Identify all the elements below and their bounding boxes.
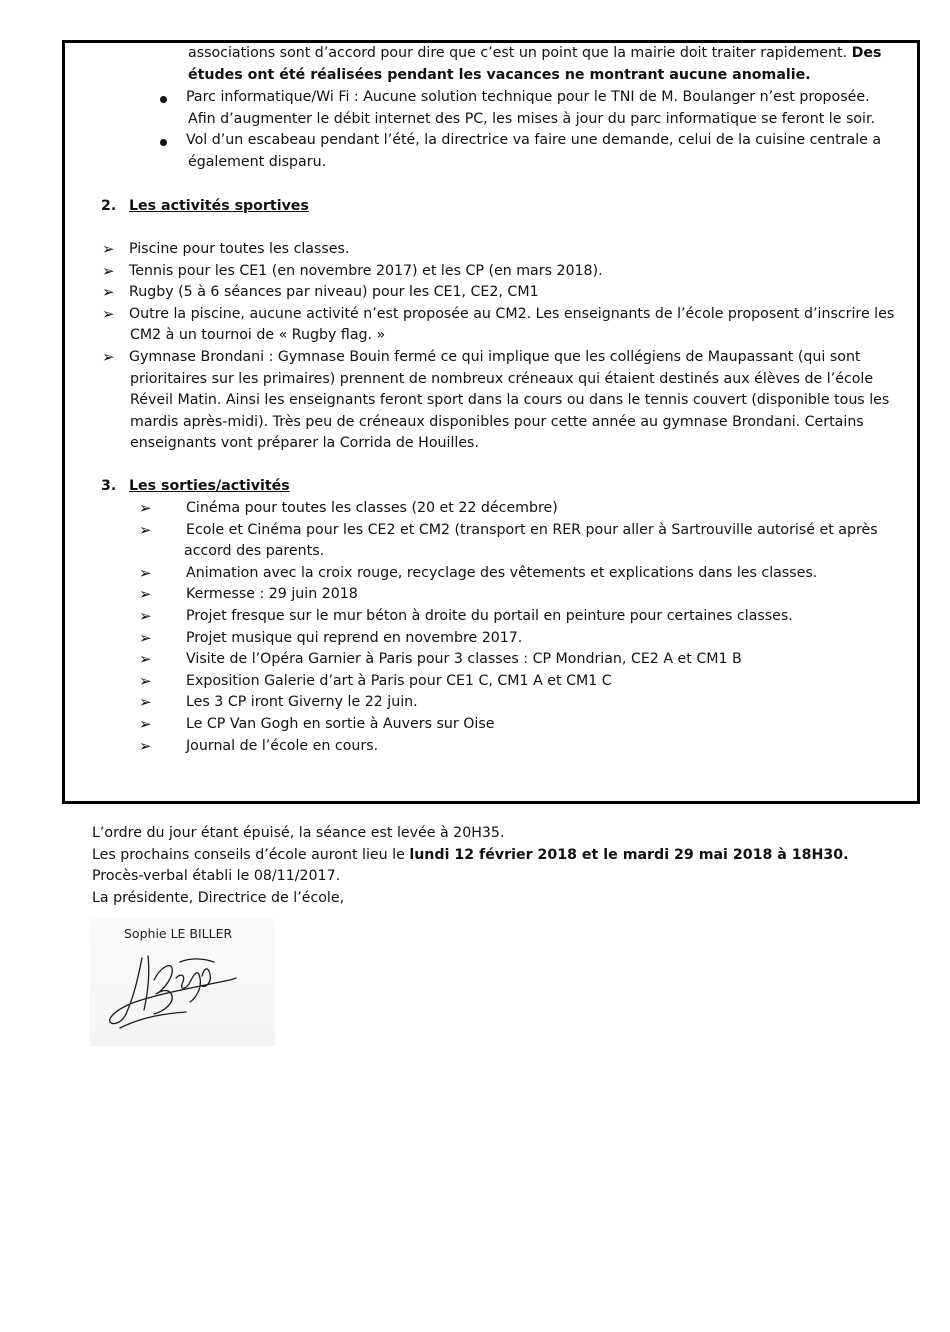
section-2-title: Les activités sportives [129,198,309,214]
dot-bullet-2-line-1: Vol d’un escabeau pendant l’été, la directrice va faire une demande, celui de la cuisine centrale a [186,132,882,148]
arrow-bullet-icon: ➢ [139,715,152,733]
arrow-bullet-icon: ➢ [102,261,115,280]
arrow-bullet-icon: ➢ [139,607,152,625]
signatory-name: Sophie LE BILLER [124,926,233,941]
arrow-bullet-icon: ➢ [139,693,152,712]
dot-bullet-1-line-1: Parc informatique/Wi Fi : Aucune solution technique pour le TNI de M. Boulanger n’est proposée. [186,89,870,105]
arrow-bullet-icon: ➢ [139,650,152,669]
closing-line-2-dates: lundi 12 février 2018 et le mardi 29 mai 2018 à 18H30. [409,847,849,863]
list-item-line: Outre la piscine, aucune activité n’est proposée au CM2. Les enseignants de l’école proposent d’inscrire les [129,305,895,322]
arrow-bullet-icon: ➢ [139,585,152,604]
list-item-line: Ecole et Cinéma pour les CE2 et CM2 (transport en RER pour aller à Sartrouville autorisé et après [186,521,878,538]
intro-line-1 [188,43,881,65]
dot-bullet-2-line-2: également disparu. [188,154,327,170]
list-item-line: CM2 à un tournoi de « Rugby flag. » [130,327,386,344]
list-item-line: Exposition Galerie d’art à Paris pour CE1 C, CM1 A et CM1 C [186,672,612,689]
list-item-line: Tennis pour les CE1 (en novembre 2017) et les CP (en mars 2018). [129,262,603,279]
list-item-line: Journal de l’école en cours. [186,737,379,754]
section-3-title: Les sorties/activités [129,478,290,494]
arrow-bullet-icon: ➢ [139,736,152,755]
list-item-line: accord des parents. [184,543,325,560]
intro-line-2: études ont été réalisées pendant les vacances ne montrant aucune anomalie. [188,67,811,83]
list-item-line: Cinéma pour toutes les classes (20 et 22 décembre) [186,500,558,516]
closing-line-2-text: Les prochains conseils d’école auront lieu le [92,847,410,863]
bullet-dot-icon [160,96,167,103]
arrow-bullet-icon: ➢ [139,628,152,647]
list-item-line: Le CP Van Gogh en sortie à Auvers sur Oise [186,716,495,732]
arrow-bullet-icon: ➢ [139,563,152,582]
section-2-number: 2. [101,198,117,214]
closing-line-2 [92,845,849,867]
list-item-line: Gymnase Brondani : Gymnase Bouin fermé ce qui implique que les collégiens de Maupassant (qui sont [129,349,861,365]
bullet-dot-icon [160,139,167,146]
arrow-bullet-icon: ➢ [102,348,115,366]
list-item-line: Les 3 CP iront Giverny le 22 juin. [186,694,418,711]
handwritten-signature [90,918,275,1046]
list-item-line: Réveil Matin. Ainsi les enseignants feront sport dans la cours ou dans le tennis couvert (disponible tous les [130,392,890,409]
intro-line-1-text: associations sont d’accord pour dire que c’est un point que la mairie doit traiter rapidement. [188,45,852,61]
closing-line-3: Procès-verbal établi le 08/11/2017. [92,868,341,884]
list-item-line: Piscine pour toutes les classes. [129,241,350,257]
arrow-bullet-icon: ➢ [102,240,115,258]
arrow-bullet-icon: ➢ [102,304,115,323]
intro-line-1-bold: Des [851,45,882,61]
arrow-bullet-icon: ➢ [139,671,152,690]
section-3-number: 3. [101,478,117,494]
list-item-line: Projet musique qui reprend en novembre 2017. [186,629,523,646]
dot-bullet-1-line-2: Afin d’augmenter le débit internet des PC, les mises à jour du parc informatique se feront le soir. [188,111,876,127]
closing-line-4: La présidente, Directrice de l’école, [92,890,345,906]
list-item-line: Kermesse : 29 juin 2018 [186,586,358,603]
arrow-bullet-icon: ➢ [139,520,152,539]
list-item-line: enseignants vont préparer la Corrida de Houilles. [130,435,479,452]
list-item-line: prioritaires sur les primaires) prennent de nombreux créneaux qui étaient destinés aux élèves de l’école [130,370,874,387]
list-item-line: Projet fresque sur le mur béton à droite du portail en peinture pour certaines classes. [186,608,793,624]
list-item-line: Rugby (5 à 6 séances par niveau) pour les CE1, CE2, CM1 [129,284,539,301]
list-item-line: Animation avec la croix rouge, recyclage des vêtements et explications dans les classes. [186,564,818,581]
arrow-bullet-icon: ➢ [102,283,115,302]
list-item-line: Visite de l’Opéra Garnier à Paris pour 3 classes : CP Mondrian, CE2 A et CM1 B [186,651,742,668]
closing-line-1: L’ordre du jour étant épuisé, la séance est levée à 20H35. [92,825,505,841]
list-item-line: mardis après-midi). Très peu de créneaux disponibles pour cette année au gymnase Brondani. Certains [130,413,864,430]
arrow-bullet-icon: ➢ [139,499,152,517]
signature-block [90,918,275,1046]
